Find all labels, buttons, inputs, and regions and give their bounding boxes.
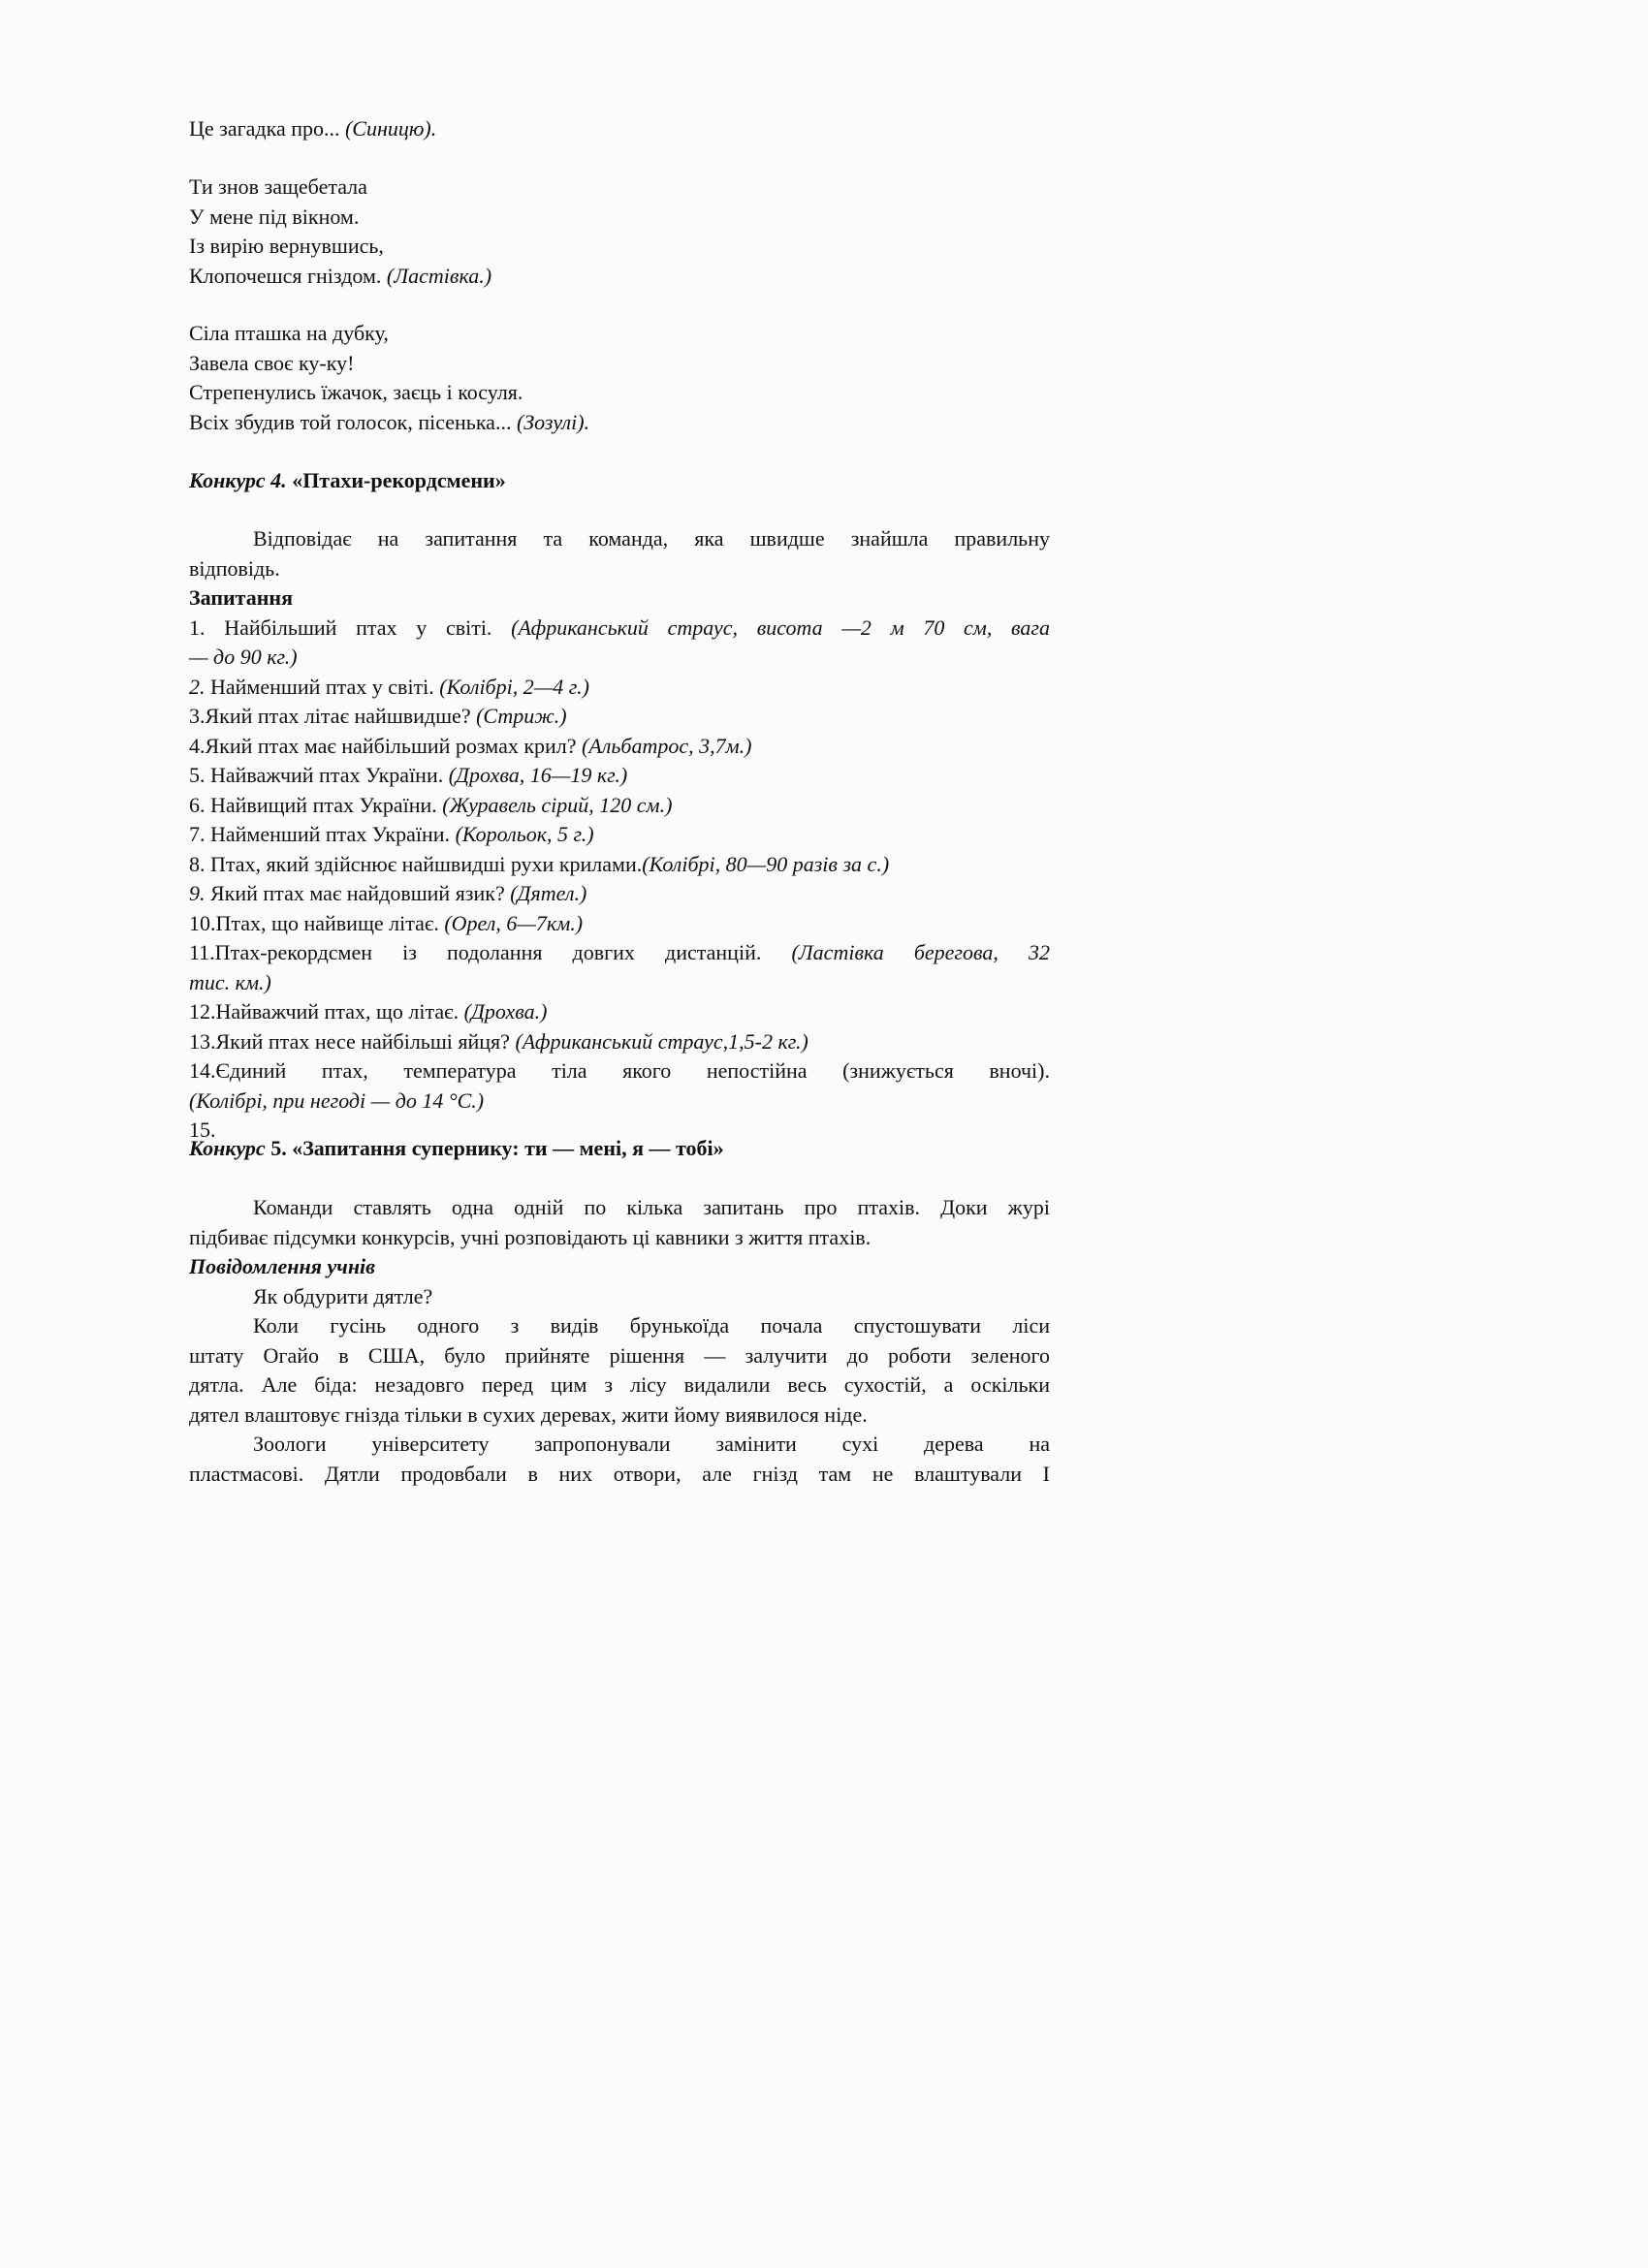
- question-12: [189, 997, 1050, 1027]
- question-text: 12.Найважчий птах, що літає.: [189, 999, 464, 1024]
- poem-line: Стрепенулись їжачок, заєць і косуля.: [189, 380, 523, 404]
- poem-line: У мене під вікном.: [189, 204, 360, 229]
- question-answer: (Ластівка берегова, 32: [791, 940, 1051, 964]
- question-number: 9.: [189, 881, 206, 905]
- paragraph-line: підбиває підсумки конкурсів, учні розповідають ці кавники з життя птахів.: [189, 1224, 872, 1249]
- contest-title: 5. «Запитання супернику: ти — мені, я — тобі»: [265, 1136, 724, 1160]
- question-answer: (Журавель сірий, 120 см.): [442, 792, 673, 817]
- poem-line: Всіх збудив той голосок, пісенька...: [189, 409, 517, 434]
- question-3: [189, 702, 1050, 732]
- question-answer: тис. км.): [189, 969, 271, 994]
- question-text: 4.Який птах має найбільший розмах крил?: [189, 733, 583, 758]
- paragraph-line: пластмасові. Дятли продовбали в них отвори, але гнізд там не влаштували І: [189, 1461, 1050, 1486]
- question-answer: (Дятел.): [510, 881, 587, 905]
- riddle-answer: (Ластівка.): [386, 263, 492, 288]
- question-answer: (Альбатрос, 3,7м.): [582, 733, 752, 758]
- question-text: 13.Який птах несе найбільші яйця?: [189, 1028, 516, 1054]
- question-text: 3.Який птах літає найшвидше?: [189, 704, 477, 728]
- poem-line: Ти знов защебетала: [189, 174, 367, 199]
- question-answer: (Колібрі, 2—4 г.): [439, 674, 589, 699]
- question-11: [189, 938, 1050, 968]
- paragraph-line: Відповідає на запитання та команда, яка швидше знайшла правильну: [253, 526, 1050, 551]
- question-text: 5. Найважчий птах України.: [189, 763, 449, 787]
- question-9: [189, 879, 1050, 909]
- document-page: [0, 0, 1104, 1520]
- paragraph-line: штату Огайо в США, було прийняте рішення — залучити до роботи зеленого: [189, 1342, 1050, 1368]
- question-text: 11.Птах-рекордсмен із подолання довгих дистанцій.: [189, 940, 792, 964]
- question-5: [189, 761, 1050, 791]
- question-answer: (Африканський страус,1,5-2 кг.): [515, 1028, 808, 1054]
- question-answer: (Колібрі, 80—90 разів за с.): [642, 851, 890, 876]
- question-answer: (Африканський страус, висота —2 м 70 см, вага: [511, 614, 1050, 640]
- question-answer: (Колібрі, при негоді — до 14 °С.): [189, 1087, 485, 1113]
- paragraph-line: Команди ставлять одна одній по кілька запитань про птахів. Доки журі: [253, 1195, 1050, 1219]
- poem-line: Завела своє ку-ку!: [189, 350, 355, 375]
- question-answer: (Корольок, 5 г.): [455, 822, 594, 846]
- paragraph-line: Коли гусінь одного з видів брунькоїда почала спустошувати ліси: [253, 1313, 1050, 1338]
- question-10: [189, 909, 1050, 939]
- question-answer: (Стриж.): [476, 704, 567, 728]
- riddle-intro: [189, 114, 1050, 144]
- question-text: 8. Птах, який здійснює найшвидші рухи крилами.: [189, 851, 643, 876]
- question-2: [189, 673, 1050, 703]
- contest-label: Конкурс 4.: [189, 468, 287, 492]
- question-15: 15.: [189, 1118, 216, 1142]
- story-title: Як обдурити дятле?: [253, 1283, 433, 1308]
- question-answer: (Дрохва, 16—19 кг.): [448, 763, 628, 787]
- question-14: 14.Єдиний птах, температура тіла якого непостійна (знижується вночі).: [189, 1058, 1050, 1083]
- question-text: 6. Найвищий птах України.: [189, 792, 443, 817]
- riddle-intro-answer: (Синицю).: [344, 116, 437, 141]
- question-6: [189, 791, 1050, 821]
- contest-title: «Птахи-рекордсмени»: [292, 468, 506, 492]
- question-answer: — до 90 кг.): [189, 645, 298, 669]
- question-1: [189, 614, 1050, 644]
- contest-label: Конкурс: [189, 1136, 266, 1160]
- question-answer: (Дрохва.): [463, 999, 548, 1024]
- question-text: 1. Найбільший птах у світі.: [189, 614, 512, 640]
- question-8: [189, 850, 1050, 880]
- question-number: 2.: [189, 674, 206, 699]
- poem-line: Із вирію вернувшись,: [189, 234, 384, 258]
- contest4-section: [189, 524, 1050, 1146]
- question-7: [189, 820, 1050, 850]
- poem-line: Сіла пташка на дубку,: [189, 321, 389, 345]
- paragraph-line: Зоологи університету запропонували замінити сухі дерева на: [253, 1432, 1050, 1456]
- contest4-heading: [189, 466, 1050, 496]
- riddle-intro-text: Це загадка про...: [189, 116, 345, 141]
- question-text: Який птах має найдовший язик?: [205, 881, 511, 905]
- contest5-section: [189, 1193, 1050, 1489]
- question-text: Найменший птах у світі.: [205, 674, 440, 699]
- paragraph-line: дятел влаштовує гнізда тільки в сухих деревах, жити йому виявилося ніде.: [189, 1402, 868, 1427]
- question-text: 10.Птах, що найвище літає.: [189, 910, 445, 935]
- contest5-heading: [189, 1134, 1050, 1164]
- riddle-swallow: [189, 173, 1050, 291]
- poem-line: Клопочешся гніздом.: [189, 263, 387, 288]
- question-text: 7. Найменший птах України.: [189, 822, 456, 846]
- question-4: [189, 732, 1050, 762]
- paragraph-line: відповідь.: [189, 555, 280, 581]
- question-answer: (Орел, 6—7км.): [444, 910, 584, 935]
- questions-heading: Запитання: [189, 585, 294, 610]
- reports-heading: Повідомлення учнів: [189, 1254, 375, 1278]
- riddle-answer: (Зозулі).: [516, 409, 590, 434]
- paragraph-line: дятла. Але біда: незадовго перед цим з лісу видалили весь сухостій, а оскільки: [189, 1372, 1050, 1397]
- riddle-cuckoo: [189, 319, 1050, 437]
- question-13: [189, 1027, 1050, 1057]
